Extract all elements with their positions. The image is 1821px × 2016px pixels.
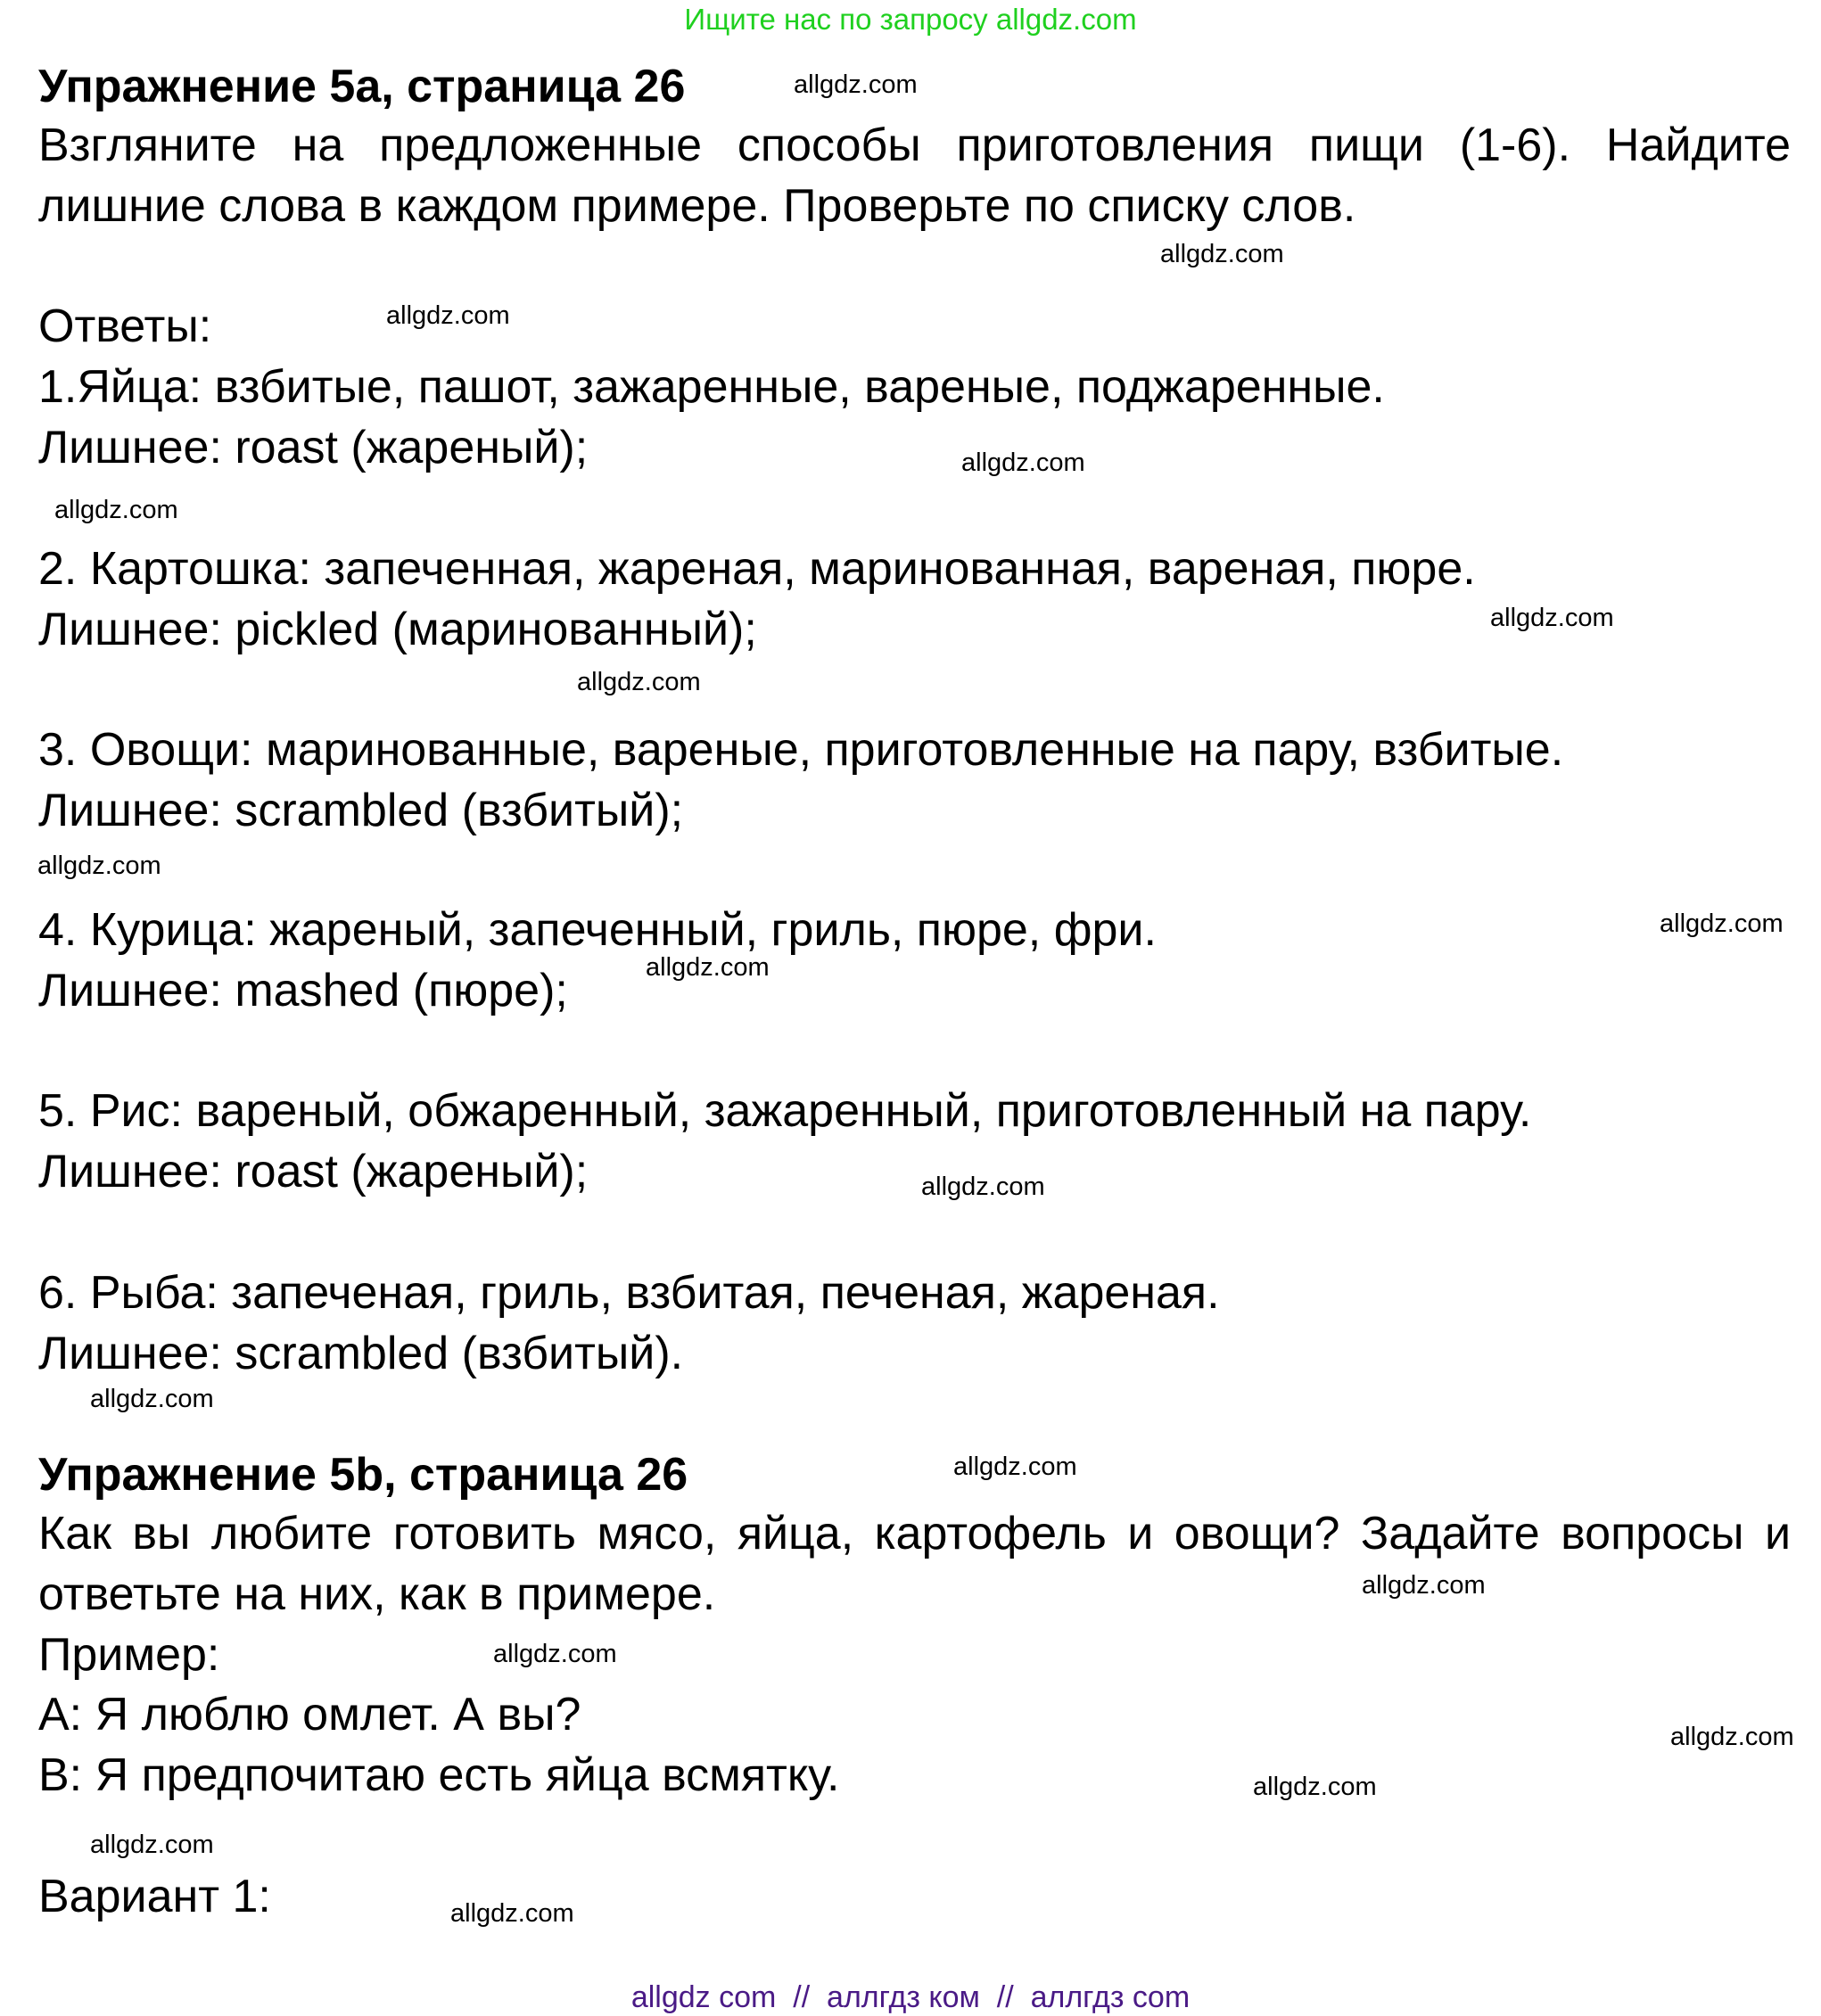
answer-line: 1.Яйца: взбитые, пашот, зажаренные, вареные, поджаренные.	[38, 361, 1385, 413]
watermark: allgdz.com	[794, 70, 918, 99]
example-a: A: Я люблю омлет. А вы?	[38, 1689, 581, 1740]
variant-label: Вариант 1:	[38, 1871, 271, 1922]
watermark: allgdz.com	[54, 496, 178, 524]
answer-item	[38, 900, 1157, 1021]
answer-item	[38, 1081, 1531, 1202]
watermark: allgdz.com	[953, 1452, 1077, 1481]
answer-item	[38, 720, 1563, 841]
answer-item	[38, 539, 1476, 660]
watermark: allgdz.com	[90, 1385, 214, 1413]
watermark: allgdz.com	[1362, 1571, 1486, 1600]
watermark: allgdz.com	[37, 852, 161, 880]
answer-item	[38, 1263, 1220, 1384]
example-b: B: Я предпочитаю есть яйца всмятку.	[38, 1749, 840, 1801]
answers-label: Ответы:	[38, 300, 212, 352]
exercise-5b-title: Упражнение 5b, страница 26	[38, 1449, 688, 1501]
exercise-5a-instruction: Взгляните на предложенные способы приготовления пищи (1-6). Найдите лишние слова в каждом примере. Проверьте по списку слов.	[38, 119, 1791, 232]
exercise-5b-instruction: Как вы любите готовить мясо, яйца, картофель и овощи? Задайте вопросы и ответьте на них, как в примере.	[38, 1508, 1791, 1620]
answer-line: 2. Картошка: запеченная, жареная, маринованная, вареная, пюре.	[38, 543, 1476, 595]
watermark: allgdz.com	[1253, 1773, 1377, 1801]
watermark: allgdz.com	[1490, 604, 1614, 632]
watermark: allgdz.com	[450, 1899, 574, 1928]
watermark: allgdz.com	[386, 301, 510, 330]
answer-line: 4. Курица: жареный, запеченный, гриль, пюре, фри.	[38, 904, 1157, 956]
watermark: allgdz.com	[646, 953, 770, 982]
answer-extra: Лишнее: scrambled (взбитый).	[38, 1328, 684, 1379]
exercise-5a-title: Упражнение 5a, страница 26	[38, 61, 686, 112]
answer-extra: Лишнее: roast (жареный);	[38, 422, 589, 473]
answer-extra: Лишнее: scrambled (взбитый);	[38, 785, 684, 836]
watermark: allgdz.com	[961, 448, 1085, 477]
example-label: Пример:	[38, 1629, 220, 1681]
answer-extra: Лишнее: mashed (пюре);	[38, 965, 568, 1016]
answer-line: 5. Рис: вареный, обжаренный, зажаренный, приготовленный на пару.	[38, 1085, 1532, 1137]
promo-banner: Ищите нас по запросу allgdz.com	[684, 3, 1137, 36]
answer-extra: Лишнее: pickled (маринованный);	[38, 604, 757, 655]
watermark: allgdz.com	[1660, 909, 1784, 938]
watermark: allgdz.com	[1160, 240, 1284, 268]
watermark: allgdz.com	[577, 668, 701, 696]
watermark: allgdz.com	[493, 1640, 617, 1668]
answer-extra: Лишнее: roast (жареный);	[38, 1146, 589, 1197]
answer-line: 3. Овощи: маринованные, вареные, приготовленные на пару, взбитые.	[38, 724, 1564, 776]
watermark: allgdz.com	[921, 1173, 1045, 1201]
footer-links[interactable]: allgdz com // аллгдз ком // аллгдз com	[630, 1980, 1191, 2014]
watermark: allgdz.com	[90, 1831, 214, 1859]
answer-item	[38, 357, 1385, 478]
answer-line: 6. Рыба: запеченая, гриль, взбитая, печеная, жареная.	[38, 1267, 1220, 1319]
watermark: allgdz.com	[1670, 1723, 1794, 1751]
